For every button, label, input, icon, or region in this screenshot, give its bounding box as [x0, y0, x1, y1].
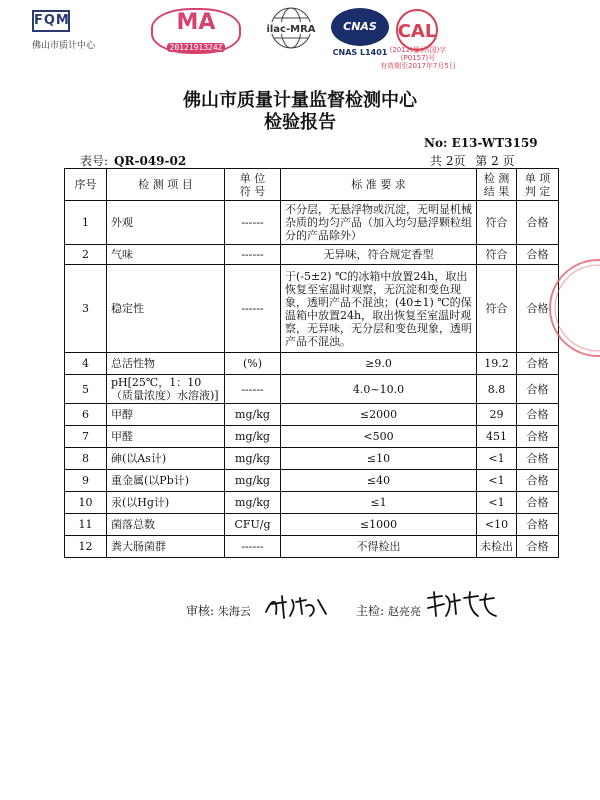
- row-unit: (%): [225, 353, 281, 375]
- row-result: 未检出: [477, 536, 517, 558]
- form-number: [80, 152, 186, 169]
- row-verdict: 合格: [517, 201, 559, 245]
- form-number-value: QR-049-02: [114, 154, 187, 168]
- row-result: <1: [477, 492, 517, 514]
- table-row: [65, 404, 559, 426]
- row-verdict: 合格: [517, 426, 559, 448]
- row-requirement: ≤40: [281, 470, 477, 492]
- row-result: 符合: [477, 265, 517, 353]
- row-requirement: ≤2000: [281, 404, 477, 426]
- fqm-logo-text: 佛山市质计中心: [32, 41, 96, 51]
- row-number: 11: [65, 514, 107, 536]
- row-requirement: 于(-5±2) ℃的冰箱中放置24h，取出恢复至室温时观察，无沉淀和变色现象，透明产品不混浊；(40±1) ℃的保温箱中放置24h，取出恢复至室温时观察，无异味，无分层和变色现象，透明产品不混浊。: [281, 265, 477, 353]
- row-number: 2: [65, 245, 107, 265]
- reviewer-signature: [262, 592, 332, 624]
- header-unit: 单 位 符 号: [225, 169, 281, 201]
- report-number-label: No:: [424, 136, 448, 150]
- row-number: 3: [65, 265, 107, 353]
- row-verdict: 合格: [517, 404, 559, 426]
- row-item: 粪大肠菌群: [107, 536, 225, 558]
- row-number: 9: [65, 470, 107, 492]
- row-requirement: 不得检出: [281, 536, 477, 558]
- row-requirement: 无异味，符合规定香型: [281, 245, 477, 265]
- row-item: 稳定性: [107, 265, 225, 353]
- svg-text:ilac-MRA: ilac-MRA: [266, 24, 316, 35]
- row-result: <1: [477, 470, 517, 492]
- table-row: [65, 375, 559, 404]
- ilac-mra-logo: [258, 6, 324, 56]
- table-row: [65, 353, 559, 375]
- row-item: 甲醛: [107, 426, 225, 448]
- table-row: [65, 470, 559, 492]
- row-item: 汞(以Hg计): [107, 492, 225, 514]
- row-requirement: ≥9.0: [281, 353, 477, 375]
- row-number: 6: [65, 404, 107, 426]
- row-verdict: 合格: [517, 353, 559, 375]
- cnas-mark: CNAS: [331, 8, 389, 46]
- row-requirement: ≤1000: [281, 514, 477, 536]
- table-row: [65, 514, 559, 536]
- row-result: 8.8: [477, 375, 517, 404]
- cma-number: 2012191324Z: [167, 43, 226, 52]
- report-title: 检验报告: [264, 112, 336, 133]
- cnas-label: CNAS L1401: [332, 48, 388, 57]
- row-unit: ------: [225, 536, 281, 558]
- row-number: 5: [65, 375, 107, 404]
- header-item: 检 测 项 目: [107, 169, 225, 201]
- cal-line-1: (2012)量认(国)字(P0157)号: [389, 46, 447, 62]
- row-requirement: 不分层，无悬浮物或沉淀，无明显机械杂质的均匀产品（加入均匀悬浮颗粒组分的产品除外）: [281, 201, 477, 245]
- row-result: 符合: [477, 201, 517, 245]
- report-number-value: E13-WT3159: [451, 136, 538, 150]
- table-row: [65, 536, 559, 558]
- inspector-block: [356, 602, 421, 619]
- header-no: 序号: [65, 169, 107, 201]
- row-number: 1: [65, 201, 107, 245]
- row-verdict: 合格: [517, 492, 559, 514]
- row-verdict: 合格: [517, 245, 559, 265]
- row-item: pH[25℃，1：10（质量浓度）水溶液)]: [107, 375, 225, 404]
- report-number: [424, 136, 538, 150]
- cma-seal: [151, 8, 241, 54]
- fqm-logo: [32, 10, 102, 51]
- table-header-row: [65, 169, 559, 201]
- row-verdict: 合格: [517, 375, 559, 404]
- row-number: 12: [65, 536, 107, 558]
- row-item: 外观: [107, 201, 225, 245]
- official-seal-partial: [536, 248, 600, 368]
- row-item: 菌落总数: [107, 514, 225, 536]
- row-result: 29: [477, 404, 517, 426]
- pages-total: 共 2页: [430, 154, 466, 168]
- row-unit: mg/kg: [225, 492, 281, 514]
- row-verdict: 合格: [517, 536, 559, 558]
- results-table: [64, 168, 559, 558]
- table-row: [65, 201, 559, 245]
- svg-text:CAL: CAL: [397, 21, 437, 42]
- row-unit: ------: [225, 245, 281, 265]
- row-result: 19.2: [477, 353, 517, 375]
- header-requirement: 标 准 要 求: [281, 169, 477, 201]
- row-item: 总活性物: [107, 353, 225, 375]
- row-requirement: ≤1: [281, 492, 477, 514]
- row-requirement: 4.0~10.0: [281, 375, 477, 404]
- inspector-label: 主检:: [356, 604, 385, 618]
- header-verdict: 单 项 判 定: [517, 169, 559, 201]
- row-verdict: 合格: [517, 514, 559, 536]
- header-result: 检 测 结 果: [477, 169, 517, 201]
- row-requirement: ≤10: [281, 448, 477, 470]
- row-unit: ------: [225, 375, 281, 404]
- row-result: <1: [477, 448, 517, 470]
- cma-logo-text: MA: [176, 10, 216, 35]
- row-requirement: <500: [281, 426, 477, 448]
- table-row: [65, 448, 559, 470]
- row-item: 砷(以As计): [107, 448, 225, 470]
- table-row: [65, 426, 559, 448]
- row-number: 7: [65, 426, 107, 448]
- row-item: 重金属(以Pb计): [107, 470, 225, 492]
- inspector-signature: [424, 590, 500, 624]
- reviewer-name: 朱海云: [217, 605, 251, 618]
- cal-caption: [378, 46, 458, 70]
- row-verdict: 合格: [517, 470, 559, 492]
- fqm-logo-mark: FQM: [32, 10, 70, 32]
- reviewer-block: [186, 602, 251, 619]
- table-row: [65, 245, 559, 265]
- row-item: 甲醇: [107, 404, 225, 426]
- page-indicator: [430, 152, 521, 169]
- reviewer-label: 审核:: [186, 604, 215, 618]
- row-item: 气味: [107, 245, 225, 265]
- row-number: 4: [65, 353, 107, 375]
- table-row: [65, 492, 559, 514]
- row-number: 8: [65, 448, 107, 470]
- pages-current: 第 2 页: [475, 154, 515, 168]
- page-title: 佛山市质量计量监督检测中心: [183, 90, 417, 111]
- row-unit: mg/kg: [225, 448, 281, 470]
- row-unit: CFU/g: [225, 514, 281, 536]
- row-unit: mg/kg: [225, 426, 281, 448]
- row-unit: ------: [225, 265, 281, 353]
- row-result: <10: [477, 514, 517, 536]
- row-verdict: 合格: [517, 265, 559, 353]
- table-row: [65, 265, 559, 353]
- row-result: 451: [477, 426, 517, 448]
- row-number: 10: [65, 492, 107, 514]
- row-unit: mg/kg: [225, 404, 281, 426]
- cal-line-2: 有效期至2017年7月5日: [380, 62, 456, 70]
- row-verdict: 合格: [517, 448, 559, 470]
- row-unit: mg/kg: [225, 470, 281, 492]
- row-unit: ------: [225, 201, 281, 245]
- form-number-label: 表号:: [80, 154, 109, 168]
- inspector-name: 赵亮亮: [387, 605, 421, 618]
- row-result: 符合: [477, 245, 517, 265]
